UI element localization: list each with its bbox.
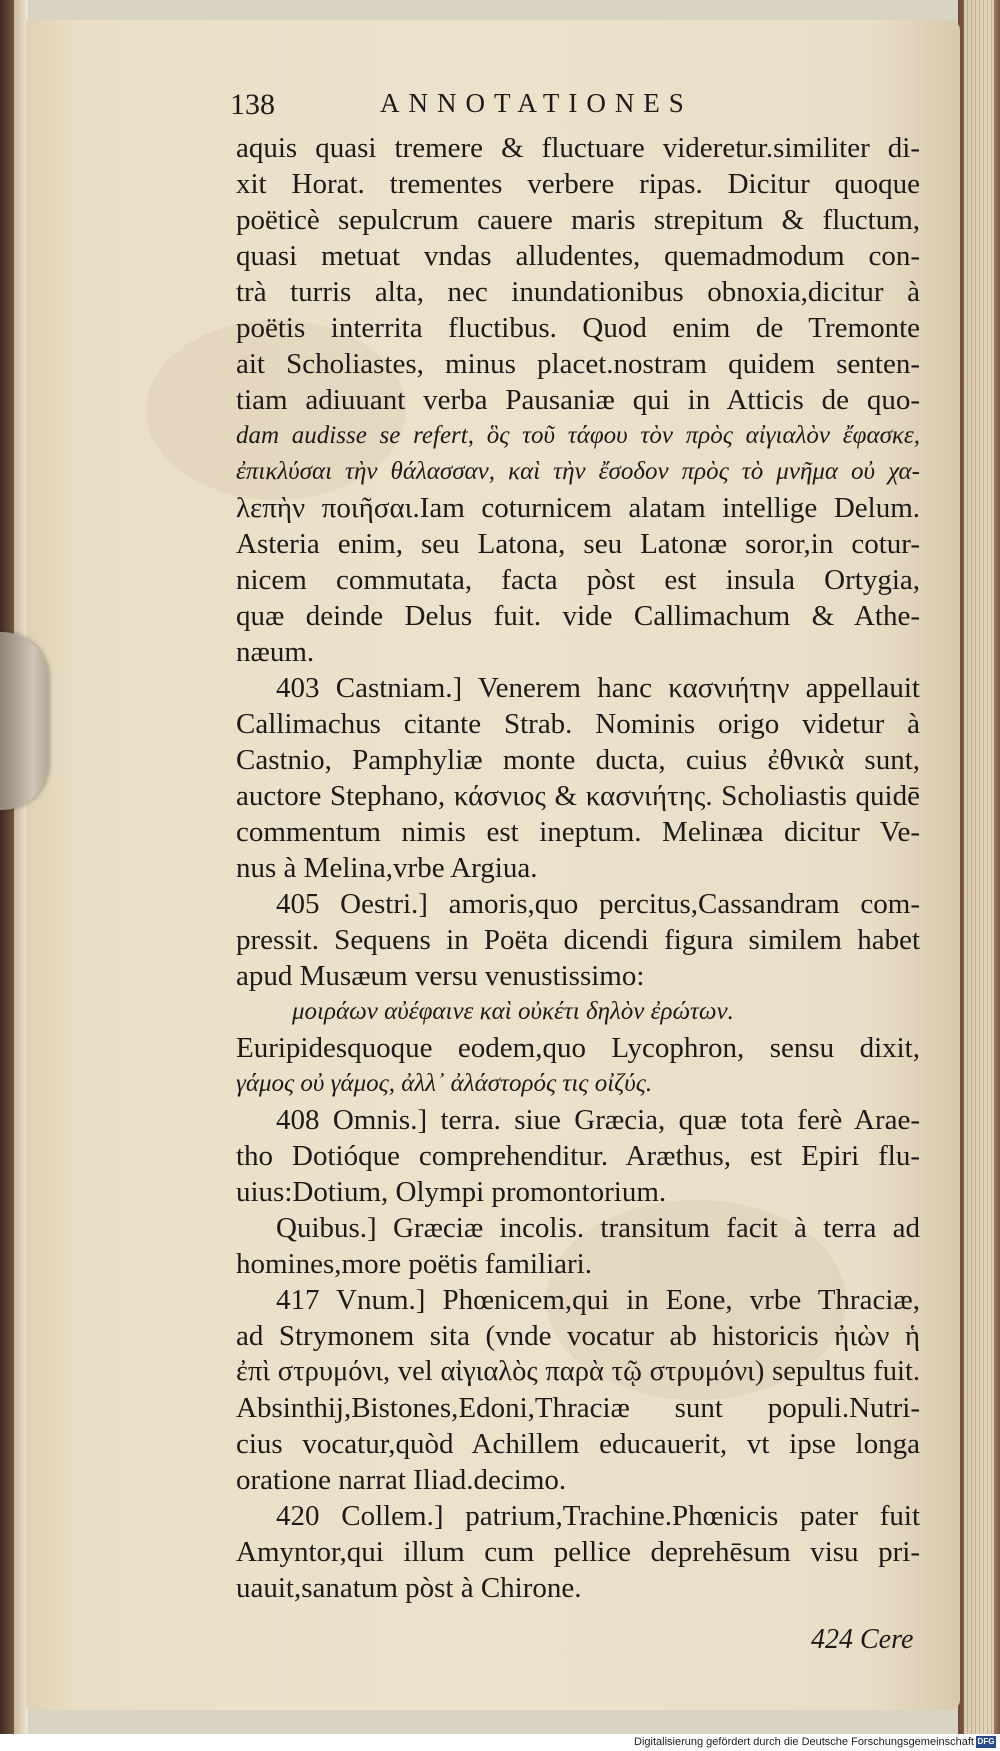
text-line: næum. bbox=[236, 636, 315, 668]
text-line: Absinthij,Bistones,Edoni,Thraciæ sunt populi.Nutri- bbox=[236, 1392, 920, 1424]
text-line: 417 Vnum.] Phœnicem,qui in Eone, vrbe Thraciæ, bbox=[276, 1284, 920, 1316]
text-line: tiam adiuuant verba Pausaniæ qui in Atticis de quo- bbox=[236, 384, 920, 416]
text-line: nus à Melina,vrbe Argiua. bbox=[236, 852, 538, 884]
text-line: ad Strymonem sita (vnde vocatur ab historicis ἠιὼν ἡ bbox=[236, 1320, 920, 1352]
running-title: ANNOTATIONES bbox=[380, 88, 693, 118]
text-line: nicem commutata, facta pòst est insula Ortygia, bbox=[236, 564, 920, 596]
text-line: auctore Stephano, κάσνιος & κασνιήτης. Scholiastis quidē bbox=[236, 780, 920, 812]
text-line: trà turris alta, nec inundationibus obnoxia,dicitur à bbox=[236, 276, 920, 308]
text-line: Castnio, Pamphyliæ monte ducta, cuius ἐθνικὰ sunt, bbox=[236, 744, 920, 776]
text-line: quasi metuat vndas alludentes, quemadmodum con- bbox=[236, 240, 920, 272]
text-line: Quibus.] Græciæ incolis. transitum facit à terra ad bbox=[276, 1212, 920, 1244]
text-line: poëticè sepulcrum cauere maris strepitum & fluctum, bbox=[236, 204, 920, 236]
catchword: 424 Cere bbox=[811, 1624, 914, 1655]
text-line: Asteria enim, seu Latona, seu Latonæ soror,in cotur- bbox=[236, 528, 920, 560]
text-line: λεπὴν ποιῆσαι.Iam coturnicem alatam intellige Delum. bbox=[236, 492, 920, 524]
text-line: quæ deinde Delus fuit. vide Callimachum & Athe- bbox=[236, 600, 920, 632]
text-line: uauit,sanatum pòst à Chirone. bbox=[236, 1572, 582, 1604]
footer-credit: Digitalisierung gefördert durch die Deutsche Forschungsgemeinschaft bbox=[634, 1736, 974, 1748]
text-line: tho Dotióque comprehenditur. Aræthus, est Epiri flu- bbox=[236, 1140, 920, 1172]
text-line: 420 Collem.] patrium,Trachine.Phœnicis pater fuit bbox=[276, 1500, 920, 1532]
text-line: xit Horat. trementes verbere ripas. Dicitur quoque bbox=[236, 168, 920, 200]
text-line: 408 Omnis.] terra. siue Græcia, quæ tota ferè Arae- bbox=[276, 1104, 920, 1136]
text-line: μοιράων αὐέφαινε καὶ οὐκέτι δηλὸν ἐρώτων. bbox=[292, 998, 734, 1025]
text-line: apud Musæum versu venustissimo: bbox=[236, 960, 645, 992]
page-header bbox=[230, 88, 930, 128]
text-line: 405 Oestri.] amoris,quo percitus,Cassandram com- bbox=[276, 888, 920, 920]
page-stack-right bbox=[964, 0, 994, 1751]
text-line: cius vocatur,quòd Achillem educauerit, vt ipse longa bbox=[236, 1428, 920, 1460]
text-line: dam audisse se refert, ὃς τοῦ τάφου τὸν πρὸς αἰγιαλὸν ἔφασκε, bbox=[236, 422, 920, 449]
text-line: pressit. Sequens in Poëta dicendi figura similem habet bbox=[236, 924, 920, 956]
text-line: ἐπὶ στρυμόνι, vel αἰγιαλὸς παρὰ τῷ στρυμόνι) sepultus fuit. bbox=[236, 1356, 920, 1387]
text-line: Euripidesquoque eodem,quo Lycophron, sensu dixit, bbox=[236, 1032, 920, 1064]
text-line: Amyntor,qui illum cum pellice deprehēsum visu pri- bbox=[236, 1536, 920, 1568]
page-number: 138 bbox=[230, 88, 275, 121]
text-line: aquis quasi tremere & fluctuare videretur.similiter di- bbox=[236, 132, 920, 164]
text-line: poëtis interrita fluctibus. Quod enim de Tremonte bbox=[236, 312, 920, 344]
annotation-text bbox=[236, 128, 920, 1618]
text-line: uius:Dotium, Olympi promontorium. bbox=[236, 1176, 667, 1208]
text-line: commentum nimis est ineptum. Melinæa dicitur Ve- bbox=[236, 816, 920, 848]
text-line: ait Scholiastes, minus placet.nostram quidem senten- bbox=[236, 348, 920, 380]
book-clasp bbox=[0, 632, 48, 810]
text-line: homines,more poëtis familiari. bbox=[236, 1248, 592, 1280]
text-line: ἐπικλύσαι τὴν θάλασσαν, καὶ τὴν ἔσοδον πρὸς τὸ μνῆμα οὐ χα- bbox=[236, 458, 920, 485]
text-line: Callimachus citante Strab. Nominis origo videtur à bbox=[236, 708, 920, 740]
text-line: 403 Castniam.] Venerem hanc κασνιήτην appellauit bbox=[276, 672, 920, 704]
dfg-logo: DFG bbox=[977, 1737, 995, 1746]
text-line: γάμος οὐ γάμος, ἀλλ᾽ ἀλάστορός τις οἰζύς. bbox=[236, 1070, 653, 1097]
text-line: oratione narrat Iliad.decimo. bbox=[236, 1464, 567, 1496]
